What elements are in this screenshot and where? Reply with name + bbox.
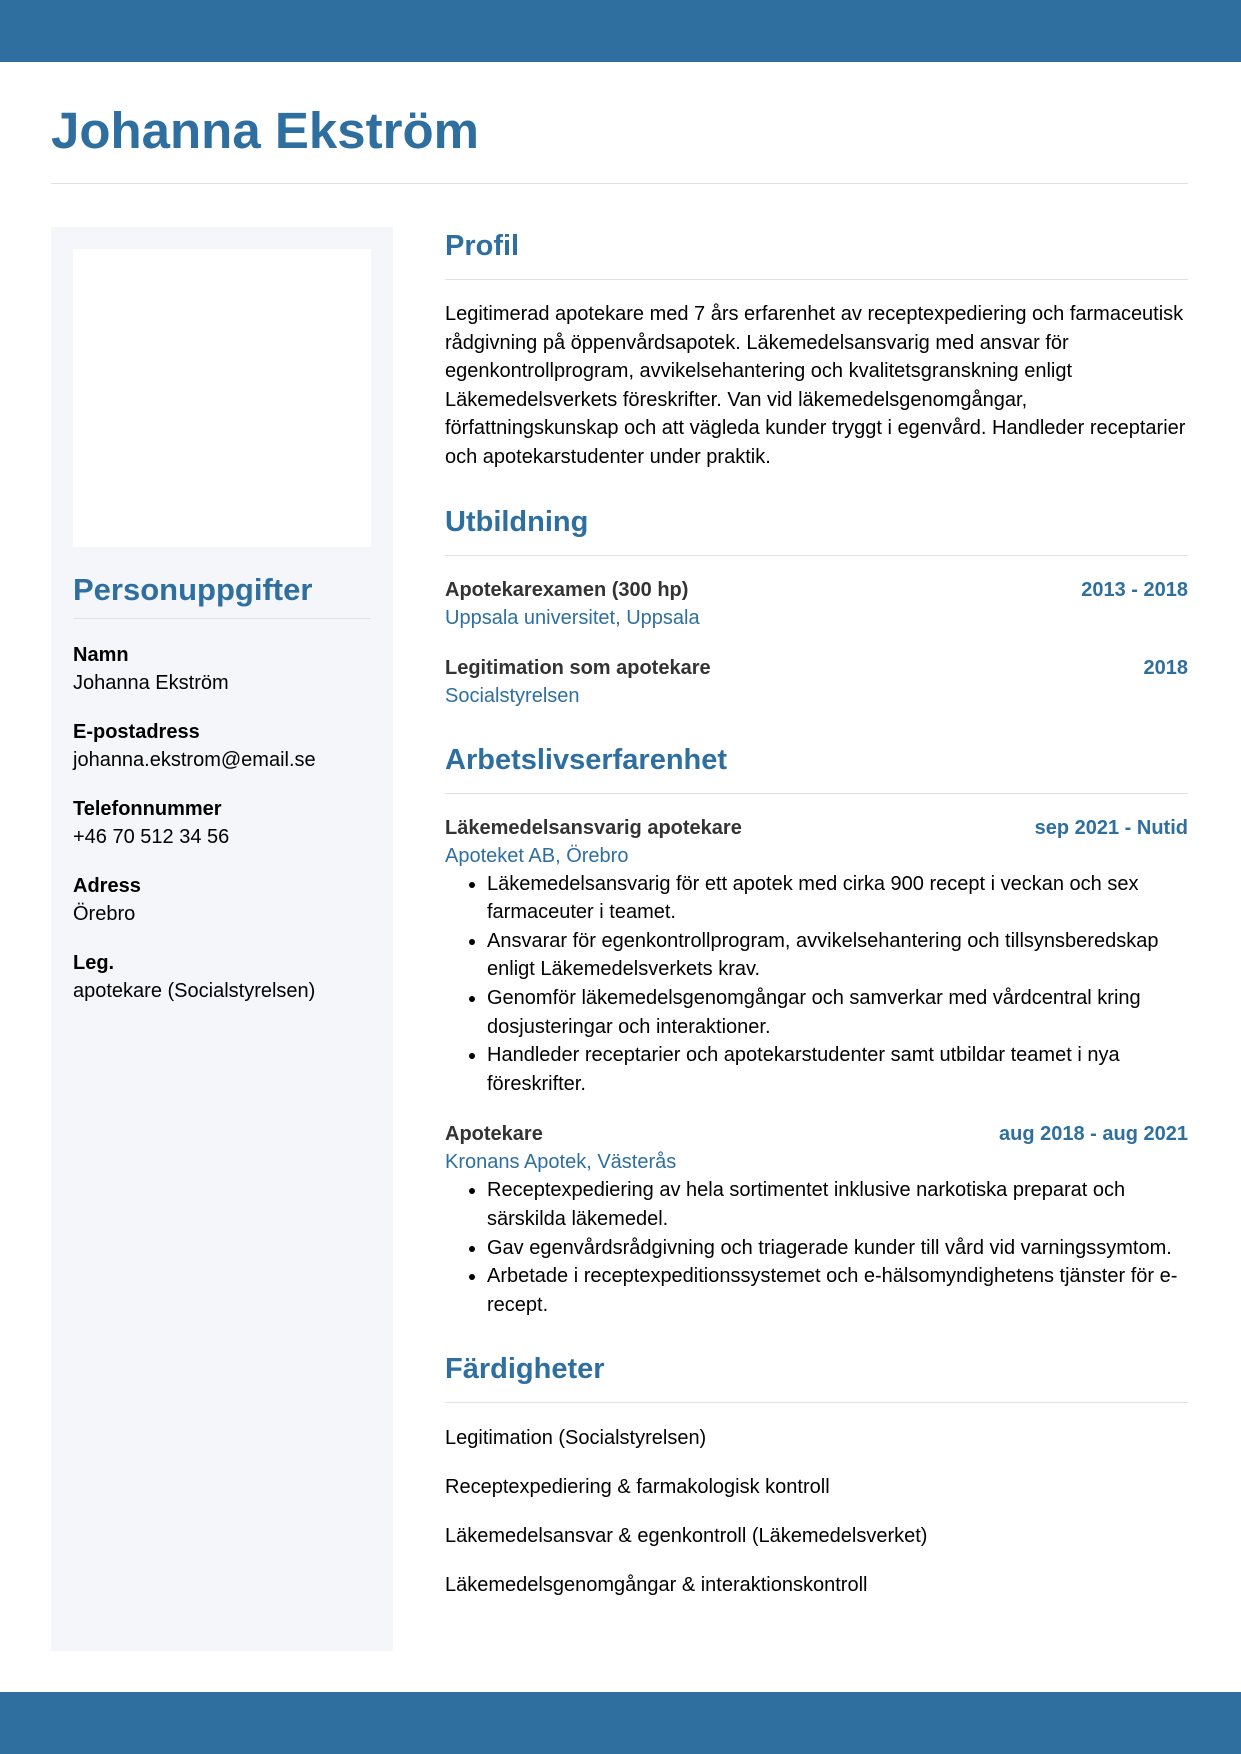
personal-info-list — [73, 641, 373, 1026]
education-heading: Utbildning — [445, 505, 589, 538]
duty-item: • Ansvarar för egenkontrollprogram, avvikelsehantering och tillsynsberedskap enligt Läkemedelsverkets krav. — [487, 927, 1188, 984]
field-value: +46 70 512 34 56 — [73, 826, 230, 848]
field-label: E-postadress — [73, 721, 200, 743]
entry-date: 2013 - 2018 — [1081, 578, 1188, 601]
profile-text: Legitimerad apotekare med 7 års erfarenhet av receptexpediering och farmaceutisk rådgivning på öppenvårdsapotek. Läkemedelsansvarig med ansvar för egenkontrollprogram, avvikelsehantering och kvalitetsgranskning enligt Läkemedelsverkets föreskrifter. Van vid läkemedelsgenomgångar, författningskunskap och att vägleda kunder tryggt i egenvård. Handleder receptarier och apotekarstudenter under praktik. — [445, 303, 1186, 468]
education-entry — [445, 576, 1188, 632]
field-email — [73, 718, 373, 774]
duty-item: • Handleder receptarier och apotekarstudenter samt utbildar teamet i nya föreskrifter. — [487, 1041, 1188, 1098]
field-phone — [73, 795, 373, 851]
skill-item: Läkemedelsansvar & egenkontroll (Läkemedelsverket) — [445, 1525, 928, 1548]
skill-item: Läkemedelsgenomgångar & interaktionskontroll — [445, 1574, 868, 1597]
field-label: Leg. — [73, 952, 115, 974]
field-value: Örebro — [73, 903, 136, 925]
page-title: Johanna Ekström — [51, 102, 479, 159]
entry-date: 2018 — [1143, 656, 1188, 679]
experience-heading: Arbetslivserfarenhet — [445, 743, 728, 776]
footer-band — [0, 1692, 1241, 1754]
section-divider — [445, 1402, 1188, 1403]
header-band — [0, 0, 1241, 62]
duty-item: • Läkemedelsansvarig för ett apotek med cirka 900 recept i veckan och sex farmaceuter i teamet. — [487, 870, 1188, 927]
duty-item: • Receptexpediering av hela sortimentet inklusive narkotiska preparat och särskilda läkemedel. — [487, 1176, 1188, 1233]
entry-title: Apotekare — [445, 1123, 543, 1146]
sidebar-divider — [73, 618, 371, 619]
field-label: Telefonnummer — [73, 798, 222, 820]
experience-section — [445, 739, 1188, 1320]
education-entry — [445, 654, 1188, 710]
section-divider — [445, 279, 1188, 280]
section-divider — [445, 555, 1188, 556]
photo-placeholder — [73, 249, 371, 547]
entry-date: sep 2021 - Nutid — [1034, 816, 1188, 839]
profile-heading: Profil — [445, 230, 520, 262]
entry-org: Kronans Apotek, Västerås — [445, 1151, 677, 1174]
profile-section — [445, 225, 1188, 472]
duty-list — [445, 1176, 1188, 1319]
title-divider — [51, 183, 1188, 184]
entry-org: Socialstyrelsen — [445, 684, 580, 707]
field-label: Adress — [73, 875, 141, 897]
entry-org: Uppsala universitet, Uppsala — [445, 606, 700, 629]
entry-title: Legitimation som apotekare — [445, 656, 711, 679]
entry-org: Apoteket AB, Örebro — [445, 844, 629, 867]
field-address — [73, 872, 373, 928]
field-name — [73, 641, 373, 697]
skills-section — [445, 1348, 1188, 1599]
main-content — [445, 225, 1188, 1599]
entry-title: Apotekarexamen (300 hp) — [445, 578, 689, 601]
skill-item: Receptexpediering & farmakologisk kontroll — [445, 1476, 830, 1499]
entry-title: Läkemedelsansvarig apotekare — [445, 816, 742, 839]
duty-item: • Genomför läkemedelsgenomgångar och samverkar med vårdcentral kring dosjusteringar och interaktioner. — [487, 984, 1188, 1041]
field-value: Johanna Ekström — [73, 672, 229, 694]
skill-item: Legitimation (Socialstyrelsen) — [445, 1427, 707, 1450]
field-value: apotekare (Socialstyrelsen) — [73, 980, 316, 1002]
sidebar — [51, 227, 393, 1651]
field-label: Namn — [73, 644, 129, 666]
skills-heading: Färdigheter — [445, 1353, 605, 1386]
duty-item: • Arbetade i receptexpeditionssystemet och e-hälsomyndighetens tjänster för e-recept. — [487, 1262, 1188, 1319]
entry-date: aug 2018 - aug 2021 — [999, 1123, 1188, 1146]
experience-entry — [445, 814, 1188, 1099]
field-license — [73, 949, 373, 1005]
field-value: johanna.ekstrom@email.se — [73, 749, 316, 771]
section-divider — [445, 793, 1188, 794]
experience-entry — [445, 1120, 1188, 1319]
education-section — [445, 501, 1188, 710]
personal-info-heading: Personuppgifter — [73, 572, 313, 607]
duty-list — [445, 870, 1188, 1099]
duty-item: • Gav egenvårdsrådgivning och triagerade kunder till vård vid varningssymtom. — [487, 1234, 1188, 1263]
